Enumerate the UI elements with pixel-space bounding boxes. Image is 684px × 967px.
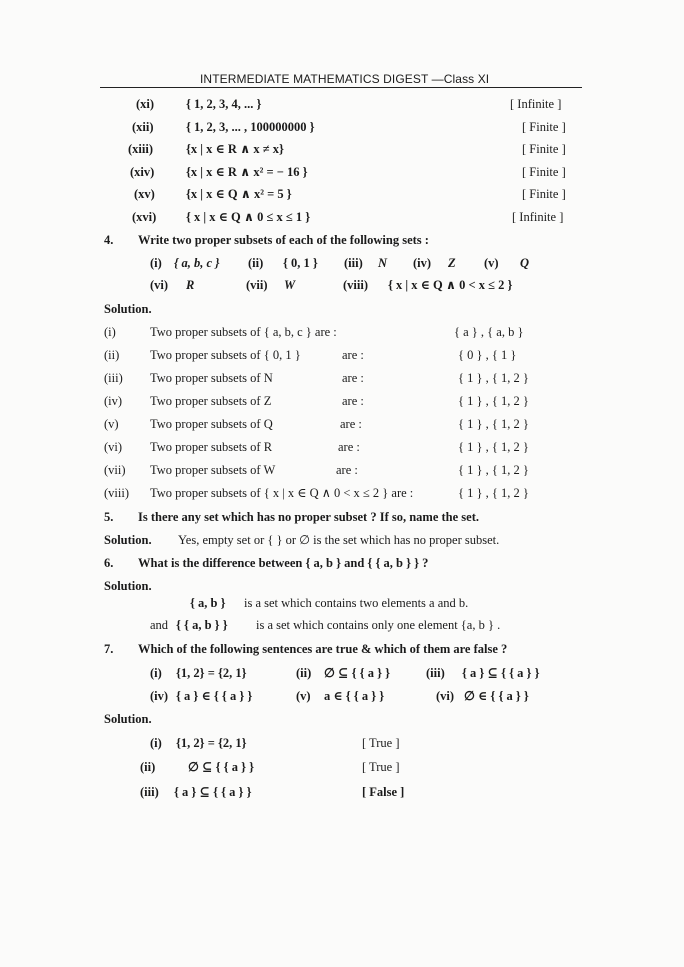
sol-are: are : <box>342 394 364 408</box>
q4-item-set: { x | x ∈ Q ∧ 0 < x ≤ 2 } <box>388 278 513 292</box>
list-set: {x | x ∈ Q ∧ x² = 5 } <box>186 187 292 201</box>
sol-answer: { 0 } , { 1 } <box>458 348 517 362</box>
solution-label: Solution. <box>104 302 152 316</box>
sol-num: (ii) <box>104 348 120 362</box>
sol-num: (vii) <box>104 463 126 477</box>
q7-sol-stmt: {1, 2} = {2, 1} <box>176 736 247 750</box>
q4-item-set: R <box>186 278 195 292</box>
solution-text: is a set which contains two elements a and b. <box>244 596 469 610</box>
header-rule <box>100 87 582 88</box>
sol-answer: { 1 } , { 1, 2 } <box>458 486 529 500</box>
list-num: (xii) <box>132 120 154 134</box>
q7-sol-num: (ii) <box>140 760 156 774</box>
sol-are: are : <box>340 417 362 431</box>
sol-text: Two proper subsets of { x | x ∈ Q ∧ 0 < x ≤ 2 } are : <box>150 486 414 500</box>
list-num: (xv) <box>134 187 155 201</box>
list-num: (xiv) <box>130 165 155 179</box>
q7-item-stmt: ∅ ∈ { { a } } <box>464 689 529 703</box>
q7-sol-stmt: ∅ ⊆ { { a } } <box>188 760 255 774</box>
sol-answer: { 1 } , { 1, 2 } <box>458 417 529 431</box>
list-num: (xiii) <box>128 142 153 156</box>
q7-item-num: (i) <box>150 666 162 680</box>
q7-item-stmt: a ∈ { { a } } <box>324 689 385 703</box>
sol-text: Two proper subsets of { a, b, c } are : <box>150 325 337 339</box>
sol-text: Two proper subsets of W <box>150 463 276 477</box>
list-set: { x | x ∈ Q ∧ 0 ≤ x ≤ 1 } <box>186 210 311 224</box>
sol-are: are : <box>338 440 360 454</box>
list-set: { 1, 2, 3, 4, ... } <box>186 97 262 111</box>
q4-item-num: (ii) <box>248 256 264 270</box>
sol-num: (iv) <box>104 394 123 408</box>
sol-text: Two proper subsets of { 0, 1 } <box>150 348 301 362</box>
q4-item-set: Q <box>520 256 530 270</box>
sol-text: Two proper subsets of N <box>150 371 273 385</box>
q7-item-stmt: {1, 2} = {2, 1} <box>176 666 247 680</box>
q4-item-num: (iii) <box>344 256 363 270</box>
sol-text: Two proper subsets of R <box>150 440 273 454</box>
q4-item-set: N <box>378 256 388 270</box>
q4-item-num: (vii) <box>246 278 268 292</box>
q7-item-num: (iii) <box>426 666 445 680</box>
q7-item-num: (vi) <box>436 689 455 703</box>
sol-answer: { 1 } , { 1, 2 } <box>458 371 529 385</box>
solution-text: is a set which contains only one element {a, b } . <box>256 618 501 632</box>
q7-item-num: (iv) <box>150 689 169 703</box>
sol-answer: { 1 } , { 1, 2 } <box>458 394 529 408</box>
q4-item-num: (vi) <box>150 278 169 292</box>
list-answer: [ Finite ] <box>522 142 566 156</box>
sol-num: (iii) <box>104 371 123 385</box>
list-answer: [ Infinite ] <box>510 97 562 111</box>
q4-item-set: { a, b, c } <box>174 256 220 270</box>
question-text: Which of the following sentences are true & which of them are false ? <box>138 642 508 656</box>
sol-answer: { 1 } , { 1, 2 } <box>458 463 529 477</box>
sol-num: (viii) <box>104 486 129 500</box>
set-of-set-ab: { { a, b } } <box>176 618 228 632</box>
sol-are: are : <box>336 463 358 477</box>
sol-num: (v) <box>104 417 119 431</box>
sol-answer: { 1 } , { 1, 2 } <box>458 440 529 454</box>
q4-item-num: (iv) <box>413 256 432 270</box>
sol-num: (vi) <box>104 440 123 454</box>
list-answer: [ Finite ] <box>522 120 566 134</box>
sol-num: (i) <box>104 325 116 339</box>
question-number: 7. <box>104 642 114 656</box>
q4-item-set: { 0, 1 } <box>283 256 318 270</box>
solution-label: Solution. <box>104 579 152 593</box>
q4-item-num: (i) <box>150 256 162 270</box>
q7-item-stmt: { a } ⊆ { { a } } <box>462 666 540 680</box>
q4-item-set: Z <box>448 256 456 270</box>
q7-sol-answer: [ True ] <box>362 760 400 774</box>
running-header: INTERMEDIATE MATHEMATICS DIGEST —Class XI <box>200 72 490 86</box>
q7-sol-num: (iii) <box>140 785 159 799</box>
question-number: 5. <box>104 510 114 524</box>
q7-item-stmt: { a } ∈ { { a } } <box>176 689 253 703</box>
q4-item-set: W <box>284 278 296 292</box>
list-answer: [ Finite ] <box>522 187 566 201</box>
solution-text: Yes, empty set or { } or ∅ is the set which has no proper subset. <box>178 533 500 547</box>
list-answer: [ Infinite ] <box>512 210 564 224</box>
solution-label: Solution. <box>104 533 152 547</box>
q7-sol-num: (i) <box>150 736 162 750</box>
list-set: {x | x ∈ R ∧ x² = − 16 } <box>186 165 308 179</box>
q7-sol-stmt: { a } ⊆ { { a } } <box>174 785 252 799</box>
question-text: What is the difference between { a, b } and { { a, b } } ? <box>138 556 429 570</box>
question-text: Write two proper subsets of each of the following sets : <box>138 233 429 247</box>
q7-sol-answer: [ True ] <box>362 736 400 750</box>
q4-item-num: (viii) <box>343 278 368 292</box>
list-set: {x | x ∈ R ∧ x ≠ x} <box>186 142 284 156</box>
list-num: (xvi) <box>132 210 157 224</box>
sol-are: are : <box>342 348 364 362</box>
solution-label: Solution. <box>104 712 152 726</box>
question-number: 6. <box>104 556 114 570</box>
list-num: (xi) <box>136 97 155 111</box>
q4-item-num: (v) <box>484 256 499 270</box>
sol-are: are : <box>342 371 364 385</box>
question-number: 4. <box>104 233 114 247</box>
question-text: Is there any set which has no proper subset ? If so, name the set. <box>138 510 479 524</box>
and-word: and <box>150 618 169 632</box>
list-answer: [ Finite ] <box>522 165 566 179</box>
sol-answer: { a } , { a, b } <box>454 325 524 339</box>
q7-item-num: (ii) <box>296 666 312 680</box>
q7-sol-answer: [ False ] <box>362 785 405 799</box>
set-ab: { a, b } <box>190 596 226 610</box>
sol-text: Two proper subsets of Q <box>150 417 273 431</box>
q7-item-stmt: ∅ ⊆ { { a } } <box>324 666 391 680</box>
list-set: { 1, 2, 3, ... , 100000000 } <box>186 120 315 134</box>
sol-text: Two proper subsets of Z <box>150 394 272 408</box>
q7-item-num: (v) <box>296 689 311 703</box>
